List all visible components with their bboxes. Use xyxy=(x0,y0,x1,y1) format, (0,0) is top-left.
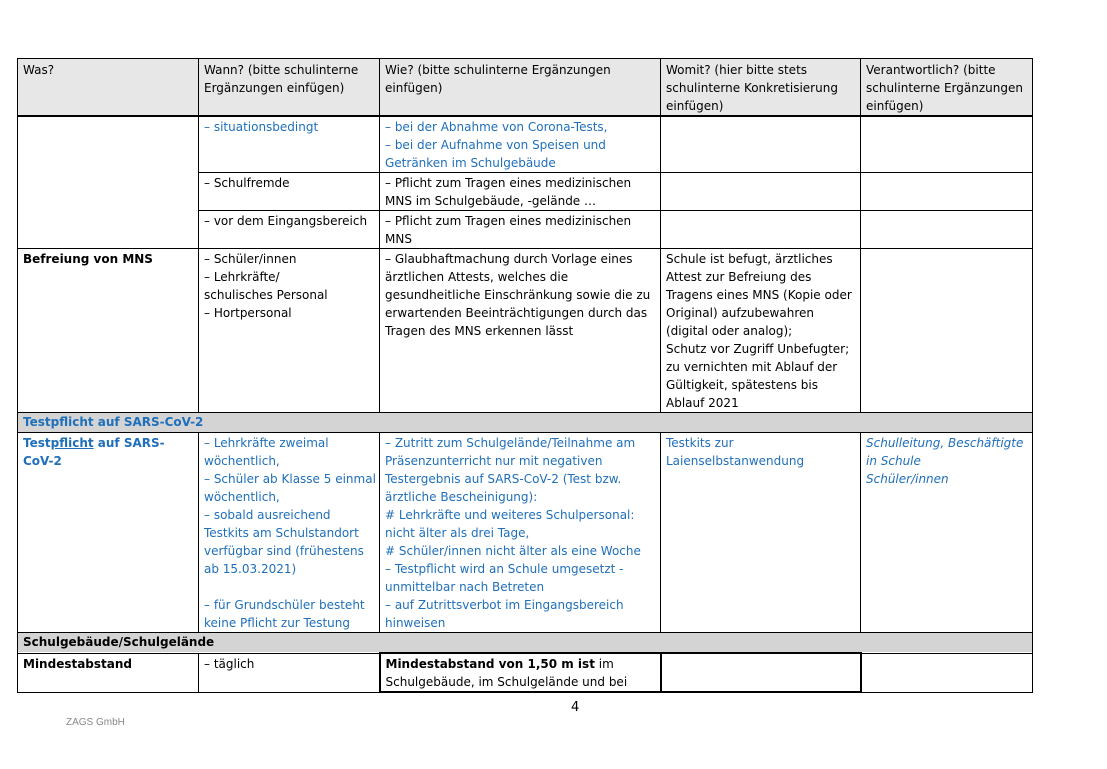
text-line: schulinterne Konkretisierung xyxy=(666,81,838,95)
cell-text-block xyxy=(666,434,855,470)
cell-was-mindestabstand: Mindestabstand xyxy=(18,653,199,692)
cell-was-befreiung: Befreiung von MNS xyxy=(18,249,199,413)
cell-text-block xyxy=(204,250,374,322)
cell-text-block xyxy=(866,61,1027,115)
section-title-schulgebaeude: Schulgebäude/Schulgelände xyxy=(18,633,1033,654)
text-line: wöchentlich, xyxy=(204,490,280,504)
cell-text-block xyxy=(385,61,655,97)
text-line: – sobald ausreichend xyxy=(204,508,331,522)
text-line: MNS xyxy=(385,232,412,246)
text-line: Original) aufzubewahren xyxy=(666,306,814,320)
text-line: Getränken im Schulgebäude xyxy=(385,156,556,170)
text-line: Gültigkeit, spätestens bis xyxy=(666,378,818,392)
text-line: einfügen) xyxy=(385,81,443,95)
text-line: – Lehrkräfte/ xyxy=(204,270,280,284)
section-row-testpflicht xyxy=(18,413,1033,433)
cell-womit xyxy=(661,173,861,211)
cell-text-block xyxy=(204,596,374,632)
cell-wann xyxy=(199,433,380,633)
cell-text-block xyxy=(385,212,655,248)
text-line: wöchentlich, xyxy=(204,454,280,468)
cell-verantwortlich xyxy=(861,173,1033,211)
text-line: Schutz vor Zugriff Unbefugter; xyxy=(666,342,850,356)
text-line: – Glaubhaftmachung durch Vorlage eines xyxy=(385,252,633,266)
text-line: Tragens eines MNS (Kopie oder xyxy=(666,288,852,302)
cell-wann xyxy=(199,173,380,211)
text-line: Schulleitung, Beschäftigte xyxy=(866,436,1024,450)
text-line: MNS im Schulgebäude, -gelände … xyxy=(385,194,597,208)
text-line: – bei der Aufnahme von Speisen und xyxy=(385,138,606,152)
text-line: Tragen des MNS erkennen lässt xyxy=(385,324,574,338)
text-line: Wie? (bitte schulinterne Ergänzungen xyxy=(385,63,611,77)
text-line: – für Grundschüler besteht xyxy=(204,598,365,612)
cell-text-block xyxy=(666,250,855,412)
text-line: – Hortpersonal xyxy=(204,306,292,320)
header-womit xyxy=(661,59,861,117)
header-wann xyxy=(199,59,380,117)
cell-verantwortlich xyxy=(861,433,1033,633)
text-line: Attest zur Befreiung des xyxy=(666,270,812,284)
text-line: unmittelbar nach Betreten xyxy=(385,580,545,594)
text-line: keine Pflicht zur Testung xyxy=(204,616,351,630)
cell-wie xyxy=(380,211,661,249)
table-row-testpflicht xyxy=(18,433,1033,633)
table-row xyxy=(18,116,1033,173)
text-line: – bei der Abnahme von Corona-Tests, xyxy=(385,120,608,134)
cell-wie xyxy=(380,116,661,173)
text-line: – vor dem Eingangsbereich xyxy=(204,214,368,228)
text-line: Was? xyxy=(23,63,55,77)
text-line: – Zutritt zum Schulgelände/Teilnahme am xyxy=(385,436,636,450)
table-header-row xyxy=(18,59,1033,117)
text-line: hinweisen xyxy=(385,616,446,630)
text-line: – Testpflicht wird an Schule umgesetzt - xyxy=(385,562,624,576)
was-text-part: auf SARS-CoV-2 xyxy=(23,436,165,468)
cell-wann xyxy=(199,211,380,249)
text-line: – auf Zutrittsverbot im Eingangsbereich xyxy=(385,598,624,612)
cell-text-block xyxy=(204,61,374,97)
section-title-testpflicht: Testpflicht auf SARS-CoV-2 xyxy=(18,413,1033,433)
text-line: ärztlichen Attests, welches die xyxy=(385,270,569,284)
text-line: Schüler/innen xyxy=(866,472,949,486)
text-line: nicht älter als drei Tage, xyxy=(385,526,530,540)
cell-text-block xyxy=(866,434,1027,488)
cell-text-block xyxy=(204,434,374,578)
cell-was-empty xyxy=(18,116,199,249)
text-line: einfügen) xyxy=(866,99,924,113)
text-line: Testkits zur xyxy=(666,436,734,450)
text-line: Schule ist befugt, ärztliches xyxy=(666,252,833,266)
text-line: – Schüler/innen xyxy=(204,252,297,266)
cell-wann xyxy=(199,116,380,173)
text-line: einfügen) xyxy=(666,99,724,113)
section-row-schulgebaeude xyxy=(18,633,1033,654)
text-line: Ergänzungen einfügen) xyxy=(204,81,345,95)
text-line: ab 15.03.2021) xyxy=(204,562,297,576)
cell-womit xyxy=(661,249,861,413)
text-line: erwartenden Beeinträchtigungen durch das xyxy=(385,306,648,320)
text-line: – Schulfremde xyxy=(204,176,290,190)
was-text-part: Test xyxy=(23,436,51,450)
cell-wie xyxy=(380,173,661,211)
text-line: gesundheitliche Einschränkung sowie die zu xyxy=(385,288,651,302)
cell-verantwortlich xyxy=(861,249,1033,413)
text-line: Womit? (hier bitte stets xyxy=(666,63,808,77)
text-line: # Schüler/innen nicht älter als eine Woche xyxy=(385,544,641,558)
text-line: verfügbar sind (frühestens xyxy=(204,544,364,558)
text-line: – Pflicht zum Tragen eines medizinischen xyxy=(385,214,632,228)
cell-wann xyxy=(199,249,380,413)
wie-bold-text: Mindestabstand von 1,50 m ist xyxy=(385,657,595,671)
cell-text-block xyxy=(385,118,655,172)
text-line: Testkits am Schulstandort xyxy=(204,526,359,540)
cell-womit xyxy=(661,116,861,173)
text-line: schulinterne Ergänzungen xyxy=(866,81,1023,95)
wie-text-line2: Schulgebäude, im Schulgelände und bei xyxy=(385,675,628,689)
cell-verantwortlich xyxy=(861,211,1033,249)
cell-was-testpflicht xyxy=(18,433,199,633)
table-row-mindestabstand xyxy=(18,653,1033,692)
text-line: (digital oder analog); xyxy=(666,324,793,338)
table-row-befreiung xyxy=(18,249,1033,413)
cell-text-block xyxy=(23,61,193,79)
cell-wie xyxy=(380,433,661,633)
text-line: – Schüler ab Klasse 5 einmal xyxy=(204,472,376,486)
cell-text-block xyxy=(666,61,855,115)
text-line: Laienselbstanwendung xyxy=(666,454,805,468)
text-line: Testergebnis auf SARS-CoV-2 (Test bzw. xyxy=(385,472,622,486)
text-line: – Pflicht zum Tragen eines medizinischen xyxy=(385,176,632,190)
cell-verantwortlich xyxy=(861,116,1033,173)
cell-text-block xyxy=(385,174,655,210)
footer-company: ZAGS GmbH xyxy=(66,717,125,728)
cell-wie xyxy=(380,653,661,692)
cell-womit xyxy=(661,211,861,249)
text-line: schulisches Personal xyxy=(204,288,328,302)
was-text-underlined: pflicht xyxy=(50,436,94,450)
header-verantwortlich xyxy=(861,59,1033,117)
cell-text-block xyxy=(385,250,655,340)
wie-text: im xyxy=(594,657,614,671)
text-line: Ablauf 2021 xyxy=(666,396,739,410)
text-line: zu vernichten mit Ablauf der xyxy=(666,360,838,374)
hygiene-plan-table xyxy=(17,58,1033,693)
text-line: # Lehrkräfte und weiteres Schulpersonal: xyxy=(385,508,635,522)
text-line: – Lehrkräfte zweimal xyxy=(204,436,329,450)
cell-text-block xyxy=(385,434,655,632)
text-line: Präsenzunterricht nur mit negativen xyxy=(385,454,603,468)
cell-wann: – täglich xyxy=(199,653,380,692)
cell-text-block xyxy=(204,118,374,136)
cell-text-block xyxy=(204,174,374,192)
cell-womit xyxy=(661,433,861,633)
cell-text-block xyxy=(204,212,374,230)
text-line: – situationsbedingt xyxy=(204,120,319,134)
cell-womit xyxy=(661,653,861,692)
text-line: ärztliche Bescheinigung): xyxy=(385,490,538,504)
cell-verantwortlich xyxy=(861,653,1033,692)
text-line: Wann? (bitte schulinterne xyxy=(204,63,359,77)
text-line: in Schule xyxy=(866,454,921,468)
header-wie xyxy=(380,59,661,117)
header-was xyxy=(18,59,199,117)
text-line: Verantwortlich? (bitte xyxy=(866,63,996,77)
page-number: 4 xyxy=(571,700,580,715)
cell-wie xyxy=(380,249,661,413)
